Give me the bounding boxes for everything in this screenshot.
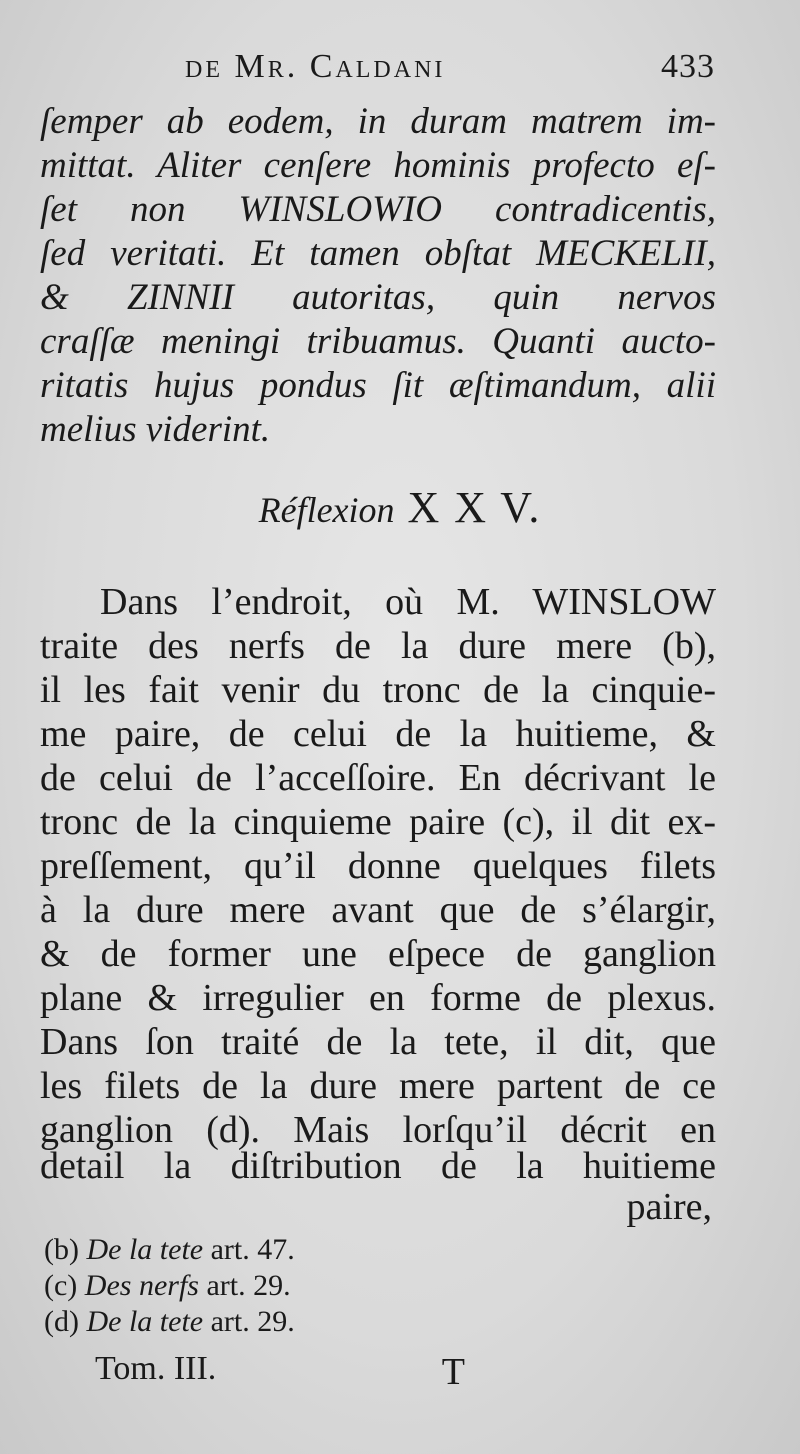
running-title: de Mr. Caldani: [185, 48, 446, 85]
text-line: melius viderint.: [40, 409, 271, 450]
volume-mark: Tom. III.: [95, 1350, 217, 1387]
text-line: ritatis hujus pondus ſit æſtimandum, alii: [40, 365, 716, 406]
text-line: il les fait venir du tronc de la cinquie-: [40, 669, 716, 711]
running-header: [185, 44, 715, 104]
footnote-mark: (c): [44, 1269, 78, 1302]
text-line: & de former une eſpece de ganglion: [40, 933, 716, 975]
section-numeral: X X V.: [407, 483, 542, 532]
text-line: à la dure mere avant que de s’élargir,: [40, 889, 716, 931]
text-line: les filets de la dure mere partent de ce: [40, 1065, 716, 1107]
section-heading: [0, 482, 800, 533]
text-line: tronc de la cinquieme paire (c), il dit ex-: [40, 801, 716, 843]
text-line: ſet non WINSLOWIO contradicentis,: [40, 189, 716, 230]
footnote: [44, 1232, 295, 1268]
text-line: de celui de l’acceſſoire. En décrivant le: [40, 757, 716, 799]
text-line: & ZINNII autoritas, quin nervos: [40, 277, 716, 318]
text-line: ſed veritati. Et tamen obſtat MECKELII,: [40, 233, 716, 274]
text-line: craſſæ meningi tribuamus. Quanti aucto-: [40, 321, 716, 362]
footnote-loc: art. 29.: [206, 1269, 291, 1302]
text-line: me paire, de celui de la huitieme, &: [40, 713, 716, 755]
footnote-mark: (d): [44, 1305, 79, 1338]
text-line: preſſement, qu’il donne quelques filets: [40, 845, 716, 887]
text-line: plane & irregulier en forme de plexus.: [40, 977, 716, 1019]
text-line: Dans ſon traité de la tete, il dit, que: [40, 1021, 716, 1063]
footnote-ref: Des nerfs: [84, 1269, 199, 1302]
footnote-ref: De la tete: [86, 1305, 204, 1338]
section-label: Réflexion: [258, 490, 395, 530]
footnote-loc: art. 29.: [210, 1305, 295, 1338]
footnote: [44, 1268, 291, 1304]
catchword: paire,: [626, 1186, 712, 1228]
footnote: [44, 1304, 295, 1340]
footnote-ref: De la tete: [86, 1233, 204, 1266]
text-line: ganglion (d). Mais lorſqu’il décrit en: [40, 1109, 716, 1151]
text-line: traite des nerfs de la dure mere (b),: [40, 625, 716, 667]
footnote-mark: (b): [44, 1233, 79, 1266]
signature-mark: T: [441, 1351, 465, 1393]
text-line: Dans l’endroit, où M. WINSLOW: [100, 581, 716, 623]
text-line: detail la diſtribution de la huitieme: [40, 1145, 716, 1187]
text-line: mittat. Aliter cenſere hominis profecto eſ-: [40, 145, 716, 186]
footnote-loc: art. 47.: [210, 1233, 295, 1266]
page-number: 433: [661, 48, 715, 85]
text-line: ſemper ab eodem, in duram matrem im-: [40, 101, 716, 142]
